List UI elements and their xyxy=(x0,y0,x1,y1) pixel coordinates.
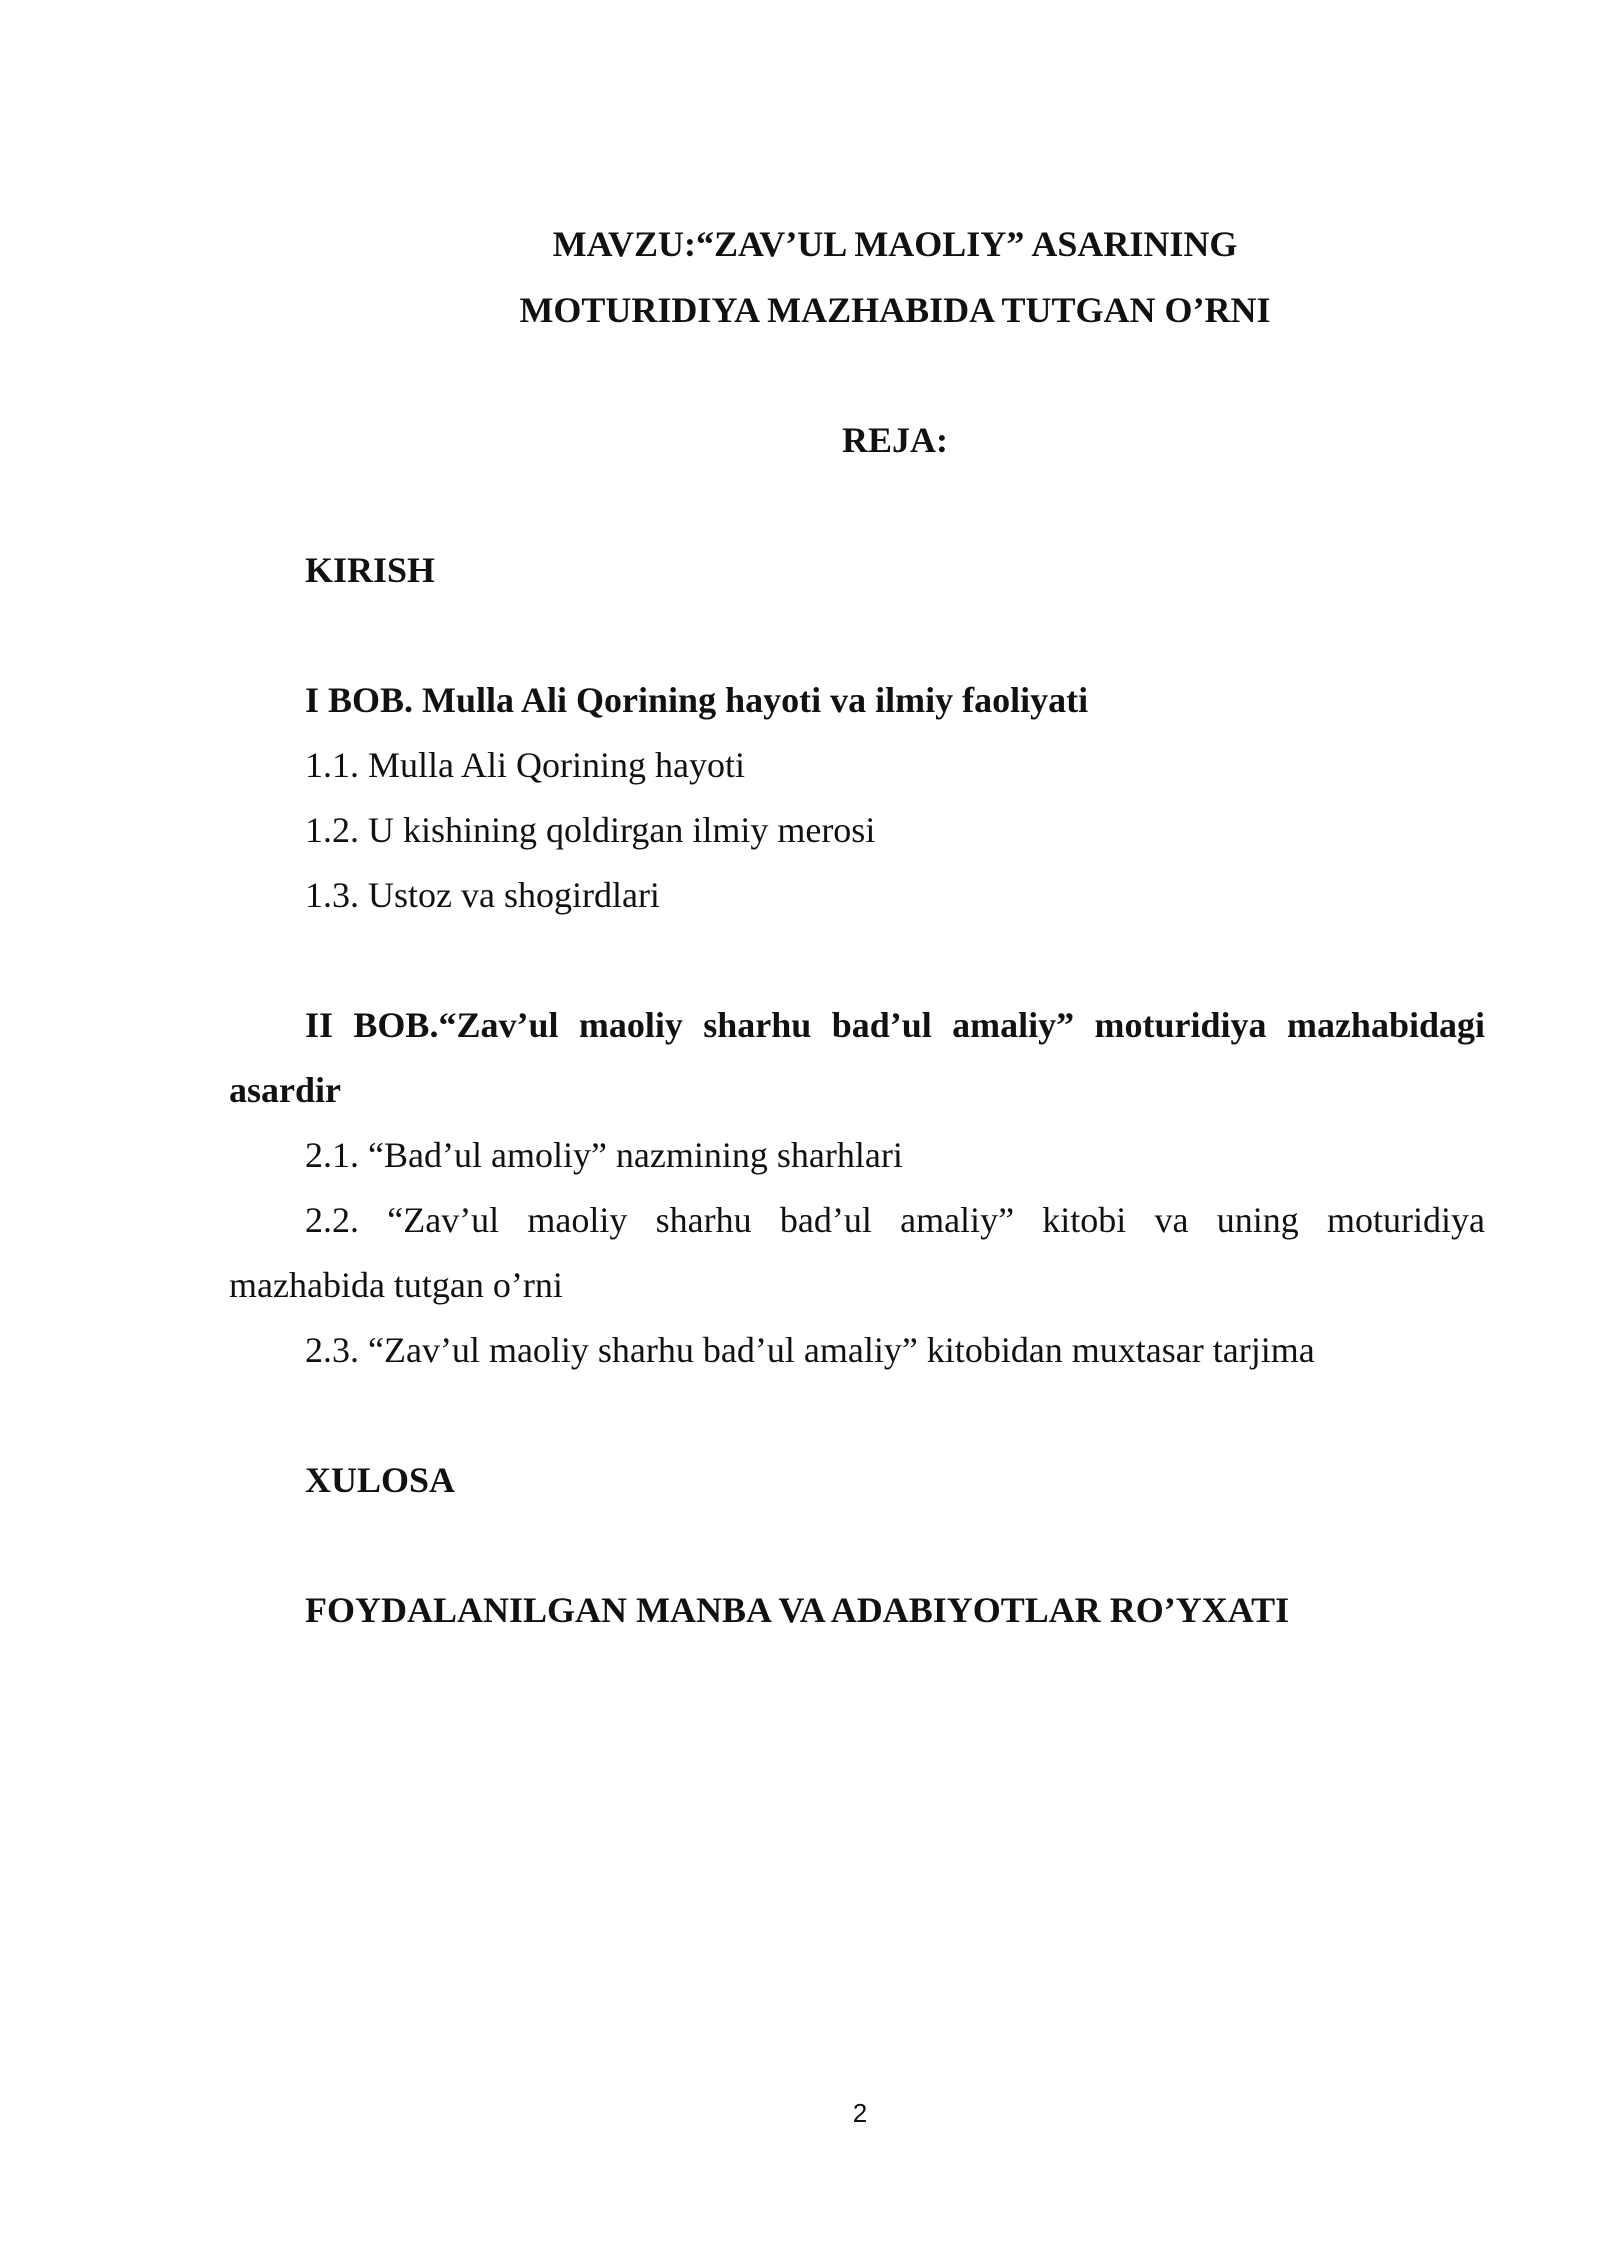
chapter2-item-2-line-2: mazhabida tutgan o’rni xyxy=(229,1265,563,1305)
chapter2-item-2-line-1: 2.2. “Zav’ul maoliy sharhu bad’ul amaliy” kitobi va uning moturidiya xyxy=(305,1200,1485,1240)
chapter2-item-3: 2.3. “Zav’ul maoliy sharhu bad’ul amaliy” kitobidan muxtasar tarjima xyxy=(305,1330,1315,1370)
references-heading: FOYDALANILGAN MANBA VA ADABIYOTLAR RO’YXATI xyxy=(305,1590,1290,1630)
chapter2-title-line-1: II BOB.“Zav’ul maoliy sharhu bad’ul amaliy” moturidiya mazhabidagi xyxy=(305,1005,1485,1045)
chapter2-title-line-2: asardir xyxy=(229,1070,341,1110)
chapter1-item-1: 1.1. Mulla Ali Qorining hayoti xyxy=(305,745,745,785)
conclusion-heading: XULOSA xyxy=(305,1460,456,1500)
intro-heading: KIRISH xyxy=(305,550,436,590)
chapter1-title: I BOB. Mulla Ali Qorining hayoti va ilmiy faoliyati xyxy=(305,680,1089,720)
chapter2-item-1: 2.1. “Bad’ul amoliy” nazmining sharhlari xyxy=(305,1135,903,1175)
title-line-1: MAVZU:“ZAV’UL MAOLIY” ASARINING xyxy=(552,224,1238,264)
title-line-2: MOTURIDIYA MAZHABIDA TUTGAN O’RNI xyxy=(519,290,1271,330)
plan-heading: REJA: xyxy=(842,420,948,460)
chapter1-item-3: 1.3. Ustoz va shogirdlari xyxy=(305,875,660,915)
chapter1-item-2: 1.2. U kishining qoldirgan ilmiy merosi xyxy=(305,810,876,850)
page-number: 2 xyxy=(852,2098,868,2128)
